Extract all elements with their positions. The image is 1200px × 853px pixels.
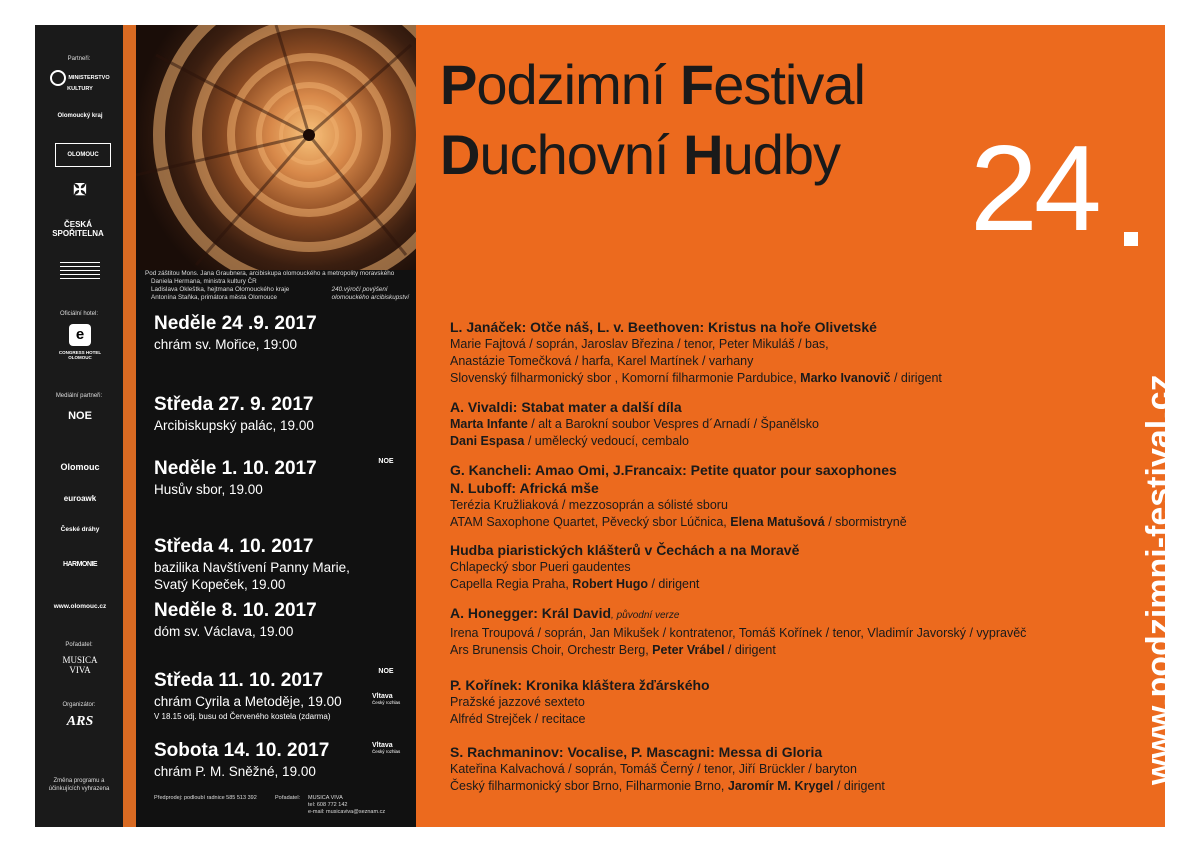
event-place: Arcibiskupský palác, 19.00: [154, 418, 314, 433]
coorganizer-label: Organizátor:: [62, 702, 96, 708]
noe-badge: NOE: [378, 668, 394, 675]
organizer-label-footer: Pořadatel:: [275, 795, 301, 801]
city-logo: OLOMOUC: [55, 143, 111, 167]
spiral-staircase-photo: [136, 25, 416, 270]
presale-info: Předprodej: podloubí radnice 585 513 392: [154, 795, 257, 801]
event-place: chrám P. M. Sněžné, 19.00: [154, 764, 316, 779]
bus-note: V 18.15 odj. busu od Červeného kostela (zdarma): [154, 712, 331, 721]
cd-logo: České dráhy: [60, 526, 100, 533]
program-item: S. Rachmaninov: Vocalise, P. Mascagni: Messa di Gloria Kateřina Kalvachová / soprán, Tomáš Černý / tenor, Jiří Brückler / baryton Český filharmonický sbor Brno, Filharmonie Brno, Jaromír M. Krygel / dirigent: [450, 744, 885, 793]
event-date: Neděle 8. 10. 2017: [154, 600, 317, 621]
patron-line: Daniela Hermana, ministra kultury ČR: [151, 278, 257, 285]
event-place: Husův sbor, 19.00: [154, 482, 263, 497]
event-date: Středa 11. 10. 2017: [154, 670, 324, 691]
ars-logo: ARS: [66, 714, 94, 729]
event-place: Svatý Kopeček, 19.00: [154, 577, 286, 592]
event-place: chrám sv. Mořice, 19:00: [154, 337, 298, 352]
program-item: A. Vivaldi: Stabat mater a další díla Marta Infante / alt a Barokní soubor Vespres d´Arnadí / Španělsko Dani Espasa / umělecký vedoucí, cembalo: [450, 399, 819, 448]
noe-badge: NOE: [378, 458, 394, 465]
ministry-name: MINISTERSTVO KULTURY: [67, 75, 110, 93]
organizer-contact: MUSICA VIVA tel: 608 772 142 e-mail: musicaviva@seznam.cz: [308, 795, 386, 815]
event-date: Středa 4. 10. 2017: [154, 536, 314, 557]
program-item: G. Kancheli: Amao Omi, J.Francaix: Petite quator pour saxophones N. Luboff: Africká mše Terézia Kružliaková / mezzosoprán a sólisté sboru ATAM Saxophone Quartet, Pěvecký sbor Lúčnica, Elena Matušová / sbormistryně: [450, 462, 907, 529]
theatre-logo: [48, 260, 112, 282]
media-label: Mediální partneři:: [55, 393, 103, 399]
event-place: bazilika Navštívení Panny Marie,: [154, 560, 350, 575]
event-place: chrám Cyrila a Metoděje, 19.00: [154, 694, 342, 709]
noe-logo: NOE: [68, 410, 92, 422]
bank-logo: ČESKÁ SPOŘITELNA: [52, 220, 104, 238]
patron-line: Pod záštitou Mons. Jana Graubnera, arcibiskupa olomouckého a metropolity moravského: [145, 270, 395, 277]
changes-notice: Změna programu a účinkujících vyhrazena: [48, 778, 110, 792]
program-item: A. Honegger: Král David, původní verze Irena Troupová / soprán, Jan Mikušek / kontratenor, Tomáš Kořínek / tenor, Vladimír Javorský / vypravěč Ars Brunensis Choir, Orchestr Berg, Peter Vrábel / dirigent: [450, 605, 1027, 657]
theatre-icon: [55, 260, 105, 282]
anniversary-note: 240.výročí povýšení olomouckého arcibiskupství: [331, 286, 409, 301]
patronage-text: [145, 270, 415, 302]
festival-edition-number: 24: [970, 120, 1098, 256]
patron-line: Ladislava Okleštka, hejtmana Olomouckého kraje: [151, 286, 290, 293]
festival-website-link[interactable]: www.podzimni-festival.cz: [1140, 374, 1178, 785]
hotel-name: CONGRESS HOTEL OLOMOUC: [58, 350, 102, 360]
partners-label: Partneři:: [67, 56, 91, 62]
program-item: P. Kořínek: Kronika kláštera žďárského Pražské jazzové sexteto Alfréd Strejček / recitace: [450, 677, 710, 726]
event-date: Neděle 24 .9. 2017: [154, 313, 317, 334]
hotel-label: Oficiální hotel:: [59, 311, 99, 317]
event-date: Neděle 1. 10. 2017: [154, 458, 317, 479]
program-item: Hudba piaristických klášterů v Čechách a na Moravě Chlapecký sbor Pueri gaudentes Capella Regia Praha, Robert Hugo / dirigent: [450, 542, 800, 591]
event-date: Středa 27. 9. 2017: [154, 394, 314, 415]
event-date: Sobota 14. 10. 2017: [154, 740, 330, 761]
event-place: dóm sv. Václava, 19.00: [154, 624, 294, 639]
hotel-logo: e CONGRESS HOTEL OLOMOUC: [48, 324, 112, 360]
region-logo: Olomoucký kraj: [57, 113, 103, 119]
olomouc-web-logo: www.olomouc.cz: [53, 603, 107, 610]
harmonie-logo: HARMONIE: [62, 561, 98, 568]
program-item: L. Janáček: Otče náš, L. v. Beethoven: Kristus na hoře Olivetské Marie Fajtová / soprán, Jaroslav Březina / tenor, Peter Mikuláš / bas, Anastázie Tomečková / harfa, Karel Martínek / varhany Slovenský filharmonický sbor , Komorní filharmonie Pardubice, Marko Ivanovič / dirigent: [450, 319, 942, 385]
vltava-logo: Vltava Český rozhlas: [372, 693, 401, 705]
crest-icon: ✠: [73, 182, 87, 199]
euroawk-logo: euroawk: [63, 494, 97, 503]
musica-viva-logo: MUSICA VIVA: [62, 655, 98, 675]
edition-dot: [1124, 232, 1138, 246]
olomouc-media-logo: Olomouc: [60, 462, 100, 472]
organizer-label: Pořadatel:: [65, 642, 93, 648]
vltava-logo: Vltava Český rozhlas: [372, 742, 401, 754]
accent-strip: [123, 25, 136, 827]
festival-title-line1: Podzimní Festival: [440, 53, 865, 116]
festival-title-line2: Duchovní Hudby: [440, 123, 841, 186]
ministry-logo: [48, 70, 112, 93]
patron-line: Antonína Staňka, primátora města Olomouce: [151, 294, 278, 301]
staircase-illustration: [136, 25, 416, 270]
